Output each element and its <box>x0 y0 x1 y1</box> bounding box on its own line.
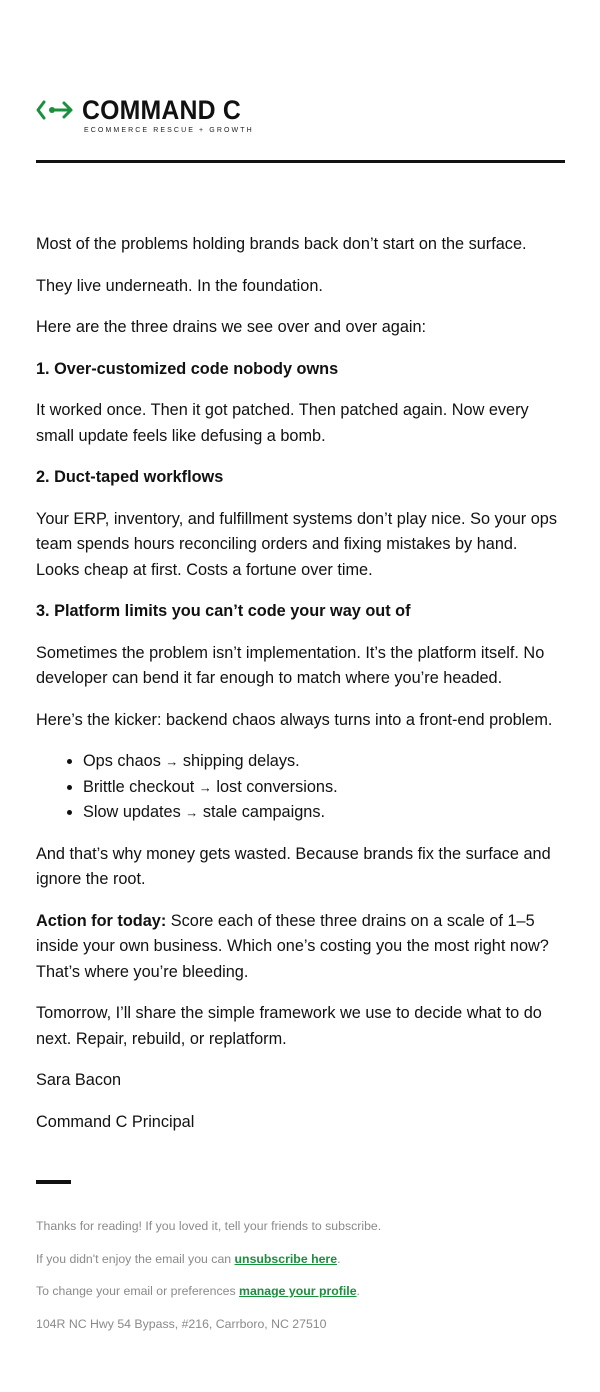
wasted-paragraph: And that’s why money gets wasted. Because brands fix the surface and ignore the root. <box>36 844 551 888</box>
action-paragraph <box>36 909 565 986</box>
footer-unsubscribe <box>36 1249 565 1269</box>
action-label: Action for today: <box>36 911 167 930</box>
drain-1-heading: 1. Over-customized code nobody owns <box>36 359 339 378</box>
list-item <box>83 800 565 826</box>
drain-1-body: It worked once. Then it got patched. Then patched again. Now every small update feels like defusing a bomb. <box>36 401 529 445</box>
brand-logo[interactable] <box>36 96 296 140</box>
drain-2-heading: 2. Duct-taped workflows <box>36 468 224 486</box>
brand-tagline: ECOMMERCE RESCUE + GROWTH <box>84 127 254 134</box>
list-item <box>83 775 565 801</box>
footer-address: 104R NC Hwy 54 Bypass, #216, Carrboro, NC 27510 <box>36 1316 327 1331</box>
unsubscribe-suffix: . <box>337 1251 341 1266</box>
intro-paragraph: Most of the problems holding brands back don’t start on the surface. <box>36 235 527 253</box>
intro-paragraph: Here are the three drains we see over and over again: <box>36 318 427 336</box>
header-divider <box>36 160 565 163</box>
unsubscribe-link[interactable]: unsubscribe here <box>234 1251 338 1266</box>
drain-2-body: Your ERP, inventory, and fulfillment systems don’t play nice. So your ops team spends hours reconciling orders and fixing mistakes by hand. Looks cheap at first. Costs a fortune over time. <box>36 509 557 579</box>
signature-name: Sara Bacon <box>36 1071 122 1089</box>
list-item-effect: stale campaigns. <box>202 803 326 821</box>
email-body <box>36 232 565 1151</box>
signature-title: Command C Principal <box>36 1112 195 1131</box>
consequence-list <box>36 749 565 826</box>
right-arrow-icon: → <box>165 754 179 769</box>
kicker-paragraph: Here’s the kicker: backend chaos always turns into a front-end problem. <box>36 710 553 729</box>
intro-paragraph: They live underneath. In the foundation. <box>36 276 323 295</box>
tomorrow-paragraph: Tomorrow, I’ll share the simple framework we use to decide what to do next. Repair, rebuild, or replatform. <box>36 1004 542 1048</box>
footer-profile <box>36 1281 565 1301</box>
footer-divider <box>36 1180 71 1184</box>
list-item <box>83 749 565 775</box>
brand-name: COMMAND C <box>82 95 241 125</box>
right-arrow-icon: → <box>198 779 212 795</box>
footer-thanks: Thanks for reading! If you loved it, tell your friends to subscribe. <box>36 1219 382 1233</box>
drain-3-heading: 3. Platform limits you can’t code your way out of <box>36 602 411 620</box>
profile-prefix: To change your email or preferences <box>36 1284 236 1298</box>
profile-suffix: . <box>356 1284 360 1298</box>
drain-3-body: Sometimes the problem isn’t implementation. It’s the platform itself. No developer can bend it far enough to match where you’re headed. <box>36 643 545 687</box>
action-body: Score each of these three drains on a scale of 1–5 inside your own business. Which one’s costing you the most right now? That’s where you’re bleeding. <box>36 911 549 981</box>
list-item-cause: Slow updates <box>83 803 181 821</box>
manage-profile-link[interactable]: manage your profile <box>239 1284 357 1298</box>
list-item-effect: shipping delays. <box>182 752 300 770</box>
code-arrow-icon <box>36 99 74 121</box>
right-arrow-icon: → <box>185 805 199 820</box>
list-item-effect: lost conversions. <box>216 777 338 796</box>
email-footer <box>36 1216 565 1346</box>
unsubscribe-prefix: If you didn't enjoy the email you can <box>36 1251 232 1266</box>
list-item-cause: Ops chaos <box>83 752 161 770</box>
list-item-cause: Brittle checkout <box>83 777 195 796</box>
